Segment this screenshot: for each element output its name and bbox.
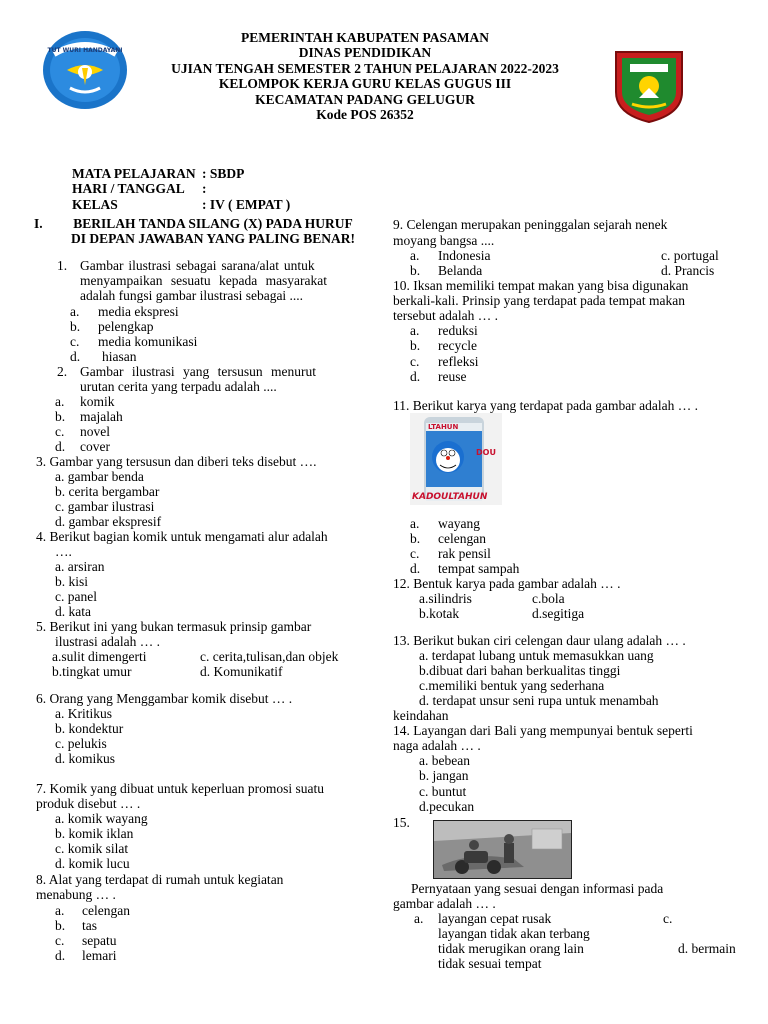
section-instruction <box>34 216 374 247</box>
q2-option-a-letter: a. <box>55 394 65 409</box>
q1-option-d-letter: d. <box>70 349 81 364</box>
q10-option-d-letter: d. <box>410 369 421 384</box>
q2-line-1: Gambar ilustrasi yang tersusun menurut <box>80 364 316 379</box>
q10-text: 10. Iksan memiliki tempat makan yang bisa digunakan <box>393 278 689 293</box>
header-line-5: KECAMATAN PADANG GELUGUR <box>255 91 475 107</box>
q8-option-b[interactable]: tas <box>82 918 97 933</box>
q14-option-a[interactable]: a. bebean <box>419 753 470 768</box>
q15-number: 15. <box>393 815 410 830</box>
q2-number: 2. <box>57 364 68 379</box>
q15-picture <box>433 820 572 879</box>
q9-text: 9. Celengan merupakan peninggalan sejarah nenek <box>393 217 668 232</box>
q9-text-2: moyang bangsa .... <box>393 233 495 248</box>
q11-can-bottom-text: KADOULTAHUN <box>412 492 488 502</box>
q10-option-d[interactable]: reuse <box>438 369 467 384</box>
q12-option-d[interactable]: d.segitiga <box>532 606 585 621</box>
q11-option-c-letter: c. <box>410 546 420 561</box>
q8-text-2: menabung … . <box>36 887 116 902</box>
q1-option-b[interactable]: pelengkap <box>98 319 154 334</box>
q10-option-b[interactable]: recycle <box>438 338 477 353</box>
q2-option-d[interactable]: cover <box>80 439 110 454</box>
q15-option-c[interactable]: layangan tidak akan terbang <box>438 926 590 941</box>
q9-option-a-letter: a. <box>410 248 420 263</box>
q15-option-d-letter: d. bermain <box>678 941 736 956</box>
q8-option-d-letter: d. <box>55 948 66 963</box>
exam-info <box>72 166 290 212</box>
header-line-2: DINAS PENDIDIKAN <box>298 45 432 61</box>
q11-option-a-letter: a. <box>410 516 420 531</box>
q13-option-c[interactable]: c.memiliki bentuk yang sederhana <box>419 678 605 693</box>
q12-option-c[interactable]: c.bola <box>532 591 565 606</box>
q6-option-c[interactable]: c. pelukis <box>55 736 107 751</box>
q11-option-c[interactable]: rak pensil <box>438 546 491 561</box>
q5-option-a[interactable]: a.sulit dimengerti <box>52 649 147 664</box>
q8-text: 8. Alat yang terdapat di rumah untuk kegiatan <box>36 872 284 887</box>
q15-option-c-letter: c. <box>663 911 673 926</box>
q14-text: 14. Layangan dari Bali yang mempunyai bentuk seperti <box>393 723 693 738</box>
q4-option-c[interactable]: c. panel <box>55 589 97 604</box>
q2-option-c[interactable]: novel <box>80 424 110 439</box>
q11-option-d[interactable]: tempat sampah <box>438 561 520 576</box>
q1-number: 1. <box>57 258 68 273</box>
q5-option-b[interactable]: b.tingkat umur <box>52 664 132 679</box>
q2-option-c-letter: c. <box>55 424 65 439</box>
q11-option-d-letter: d. <box>410 561 421 576</box>
q1-line-3: adalah fungsi gambar ilustrasi sebagai .... <box>80 288 304 304</box>
q11-option-b[interactable]: celengan <box>438 531 486 546</box>
q6-option-b[interactable]: b. kondektur <box>55 721 124 736</box>
q10-option-a[interactable]: reduksi <box>438 323 478 338</box>
q3-option-b[interactable]: b. cerita bergambar <box>55 484 160 499</box>
header-line-4: KELOMPOK KERJA GURU KELAS GUGUS III <box>218 76 512 92</box>
q1-option-a[interactable]: media ekspresi <box>98 304 179 319</box>
q8-option-a[interactable]: celengan <box>82 903 130 918</box>
q3-text: 3. Gambar yang tersusun dan diberi teks disebut …. <box>36 454 317 469</box>
subject-label: MATA PELAJARAN <box>72 166 196 181</box>
q9-option-c[interactable]: c. portugal <box>661 248 719 263</box>
q7-option-d[interactable]: d. komik lucu <box>55 856 130 871</box>
q1-text <box>80 258 327 304</box>
q1-option-c[interactable]: media komunikasi <box>98 334 198 349</box>
q15-option-a[interactable]: layangan cepat rusak <box>438 911 552 926</box>
header-line-6: Kode POS 26352 <box>316 107 414 123</box>
date-label: HARI / TANGGAL <box>72 181 185 197</box>
q1-option-b-letter: b. <box>70 319 81 334</box>
q11-text: 11. Berikut karya yang terdapat pada gambar adalah … . <box>393 398 699 413</box>
q4-text-2: …. <box>55 544 72 559</box>
tut-wuri-handayani-logo <box>42 30 128 110</box>
q1-line-2: menyampaikan sesuatu kepada masyarakat <box>80 273 328 289</box>
subject-value: : SBDP <box>202 166 245 181</box>
class-value: : IV ( EMPAT ) <box>202 196 291 212</box>
q11-option-b-letter: b. <box>410 531 421 546</box>
q7-option-c[interactable]: c. komik silat <box>55 841 129 856</box>
q9-option-b-letter: b. <box>410 263 421 278</box>
q6-text: 6. Orang yang Menggambar komik disebut … . <box>36 691 293 706</box>
q11-can-image <box>410 413 502 505</box>
q3-option-a[interactable]: a. gambar benda <box>55 469 144 484</box>
q14-option-c[interactable]: c. buntut <box>419 784 467 799</box>
q9-option-d[interactable]: d. Prancis <box>661 263 715 278</box>
q15-option-d[interactable]: tidak sesuai tempat <box>438 956 542 971</box>
q15-option-b[interactable]: tidak merugikan orang lain <box>438 941 584 956</box>
date-value: : <box>202 181 207 197</box>
section-title-line-2: DI DEPAN JAWABAN YANG PALING BENAR! <box>71 231 355 247</box>
q11-option-a[interactable]: wayang <box>438 516 480 531</box>
q8-option-c-letter: c. <box>55 933 65 948</box>
q8-option-b-letter: b. <box>55 918 66 933</box>
q3-option-d[interactable]: d. gambar ekspresif <box>55 514 162 529</box>
q5-option-c[interactable]: c. cerita,tulisan,dan objek <box>200 649 339 664</box>
q1-line-1: Gambar ilustrasi sebagai sarana/alat untuk <box>80 258 315 273</box>
q12-option-b[interactable]: b.kotak <box>419 606 460 621</box>
q1-option-c-letter: c. <box>70 334 80 349</box>
section-title-line-1: BERILAH TANDA SILANG (X) PADA HURUF <box>73 216 353 231</box>
section-number: I. <box>34 216 43 231</box>
q3-option-c[interactable]: c. gambar ilustrasi <box>55 499 155 514</box>
q2-line-2: urutan cerita yang terpadu adalah .... <box>80 379 277 395</box>
q13-option-a[interactable]: a. terdapat lubang untuk memasukkan uang <box>419 648 654 663</box>
q2-option-d-letter: d. <box>55 439 66 454</box>
q5-text: 5. Berikut ini yang bukan termasuk prinsip gambar <box>36 619 312 634</box>
q1-option-a-letter: a. <box>70 304 80 319</box>
q8-option-c[interactable]: sepatu <box>82 933 117 948</box>
q2-text <box>80 364 316 394</box>
q12-text: 12. Bentuk karya pada gambar adalah … . <box>393 576 621 591</box>
q10-option-a-letter: a. <box>410 323 420 338</box>
q5-option-d[interactable]: d. Komunikatif <box>200 664 283 679</box>
pasaman-regency-emblem <box>612 48 686 124</box>
logo-text: TUT WURI HANDAYANI <box>47 47 123 54</box>
header-line-1: PEMERINTAH KABUPATEN PASAMAN <box>241 30 489 45</box>
q1-option-d[interactable]: hiasan <box>102 349 137 364</box>
q6-option-d[interactable]: d. komikus <box>55 751 116 766</box>
q13-text: 13. Berikut bukan ciri celengan daur ulang adalah … . <box>393 633 686 648</box>
q11-can-side-text: DOU <box>476 448 496 457</box>
q4-option-d[interactable]: d. kata <box>55 604 91 619</box>
q13-option-b[interactable]: b.dibuat dari bahan berkualitas tinggi <box>419 663 621 678</box>
q10-text-2: berkali-kali. Prinsip yang terdapat pada tempat makan <box>393 293 686 308</box>
q13-option-d[interactable]: d. terdapat unsur seni rupa untuk menambah <box>419 693 659 708</box>
q14-option-d[interactable]: d.pecukan <box>419 799 475 814</box>
q7-text-2: produk disebut … . <box>36 796 141 811</box>
q2-option-a[interactable]: komik <box>80 394 115 409</box>
q2-option-b[interactable]: majalah <box>80 409 123 424</box>
q14-option-b[interactable]: b. jangan <box>419 768 469 783</box>
q13-option-d-line-2: keindahan <box>393 708 449 723</box>
q10-text-3: tersebut adalah … . <box>393 308 498 323</box>
q12-option-a[interactable]: a.silindris <box>419 591 472 606</box>
header-line-3: UJIAN TENGAH SEMESTER 2 TAHUN PELAJARAN 2022-2023 <box>171 60 559 76</box>
q15-text: Pernyataan yang sesuai dengan informasi pada <box>411 881 664 896</box>
class-label: KELAS <box>72 196 118 212</box>
q15-text-2: gambar adalah … . <box>393 896 496 911</box>
q4-text: 4. Berikut bagian komik untuk mengamati alur adalah <box>36 529 328 544</box>
q7-option-a[interactable]: a. komik wayang <box>55 811 148 826</box>
q5-text-2: ilustrasi adalah … . <box>55 634 160 649</box>
q10-option-c-letter: c. <box>410 354 420 369</box>
q15-option-a-letter: a. <box>414 911 424 926</box>
q7-text: 7. Komik yang dibuat untuk keperluan promosi suatu <box>36 781 324 796</box>
q11-can-top-text: LTAHUN <box>428 423 459 431</box>
q10-option-b-letter: b. <box>410 338 421 353</box>
letterhead <box>150 30 580 122</box>
q7-option-b[interactable]: b. komik iklan <box>55 826 134 841</box>
q4-option-b[interactable]: b. kisi <box>55 574 89 589</box>
q8-option-d[interactable]: lemari <box>82 948 117 963</box>
q9-option-a[interactable]: Indonesia <box>438 248 491 263</box>
q8-option-a-letter: a. <box>55 903 65 918</box>
q6-option-a[interactable]: a. Kritikus <box>55 706 112 721</box>
q4-option-a[interactable]: a. arsiran <box>55 559 105 574</box>
q2-option-b-letter: b. <box>55 409 66 424</box>
q9-option-b[interactable]: Belanda <box>438 263 483 278</box>
q10-option-c[interactable]: refleksi <box>438 354 479 369</box>
q14-text-2: naga adalah … . <box>393 738 481 753</box>
